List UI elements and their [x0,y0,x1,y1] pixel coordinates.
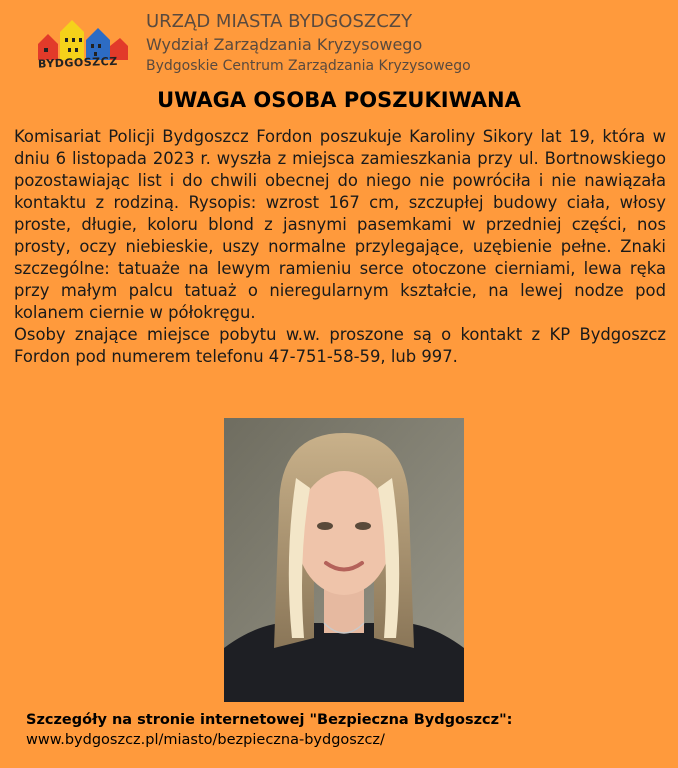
department-name: Wydział Zarządzania Kryzysowego [146,35,423,54]
contact-paragraph: Osoby znające miejsce pobytu w.w. proszone są o kontakt z KP Bydgoszcz Fordon pod numerem telefonu 47-751-58-59, lub 997. [14,325,666,366]
footer [26,710,666,750]
org-block [146,10,471,76]
description-paragraph: Komisariat Policji Bydgoszcz Fordon poszukuje Karoliny Sikory lat 19, która w dniu 6 listopada 2023 r. wyszła z miejsca zamieszkania przy ul. Bortnowskiego pozostawiając list i do chwili obecnej do niego nie powróciła i nie nawiązała kontaktu z rodziną. Rysopis: wzrost 167 cm, szczupłej budowy ciała, włosy proste, długie, koloru blond z jasnymi pasemkami w przedniej części, nos prosty, oczy niebieskie, uszy normalne przylegające, uzębienie pełne. Znaki szczególne: tatuaże na lewym ramieniu serce otoczone cierniami, lewa ręka przy małym palcu tatuaż o nieregularnym kształcie, na lewej nodze pod kolanem ciernie w półokręgu. [14,127,666,322]
center-name: Bydgoskie Centrum Zarządzania Kryzysowego [146,58,471,74]
notice-body [14,126,666,368]
org-name: URZĄD MIASTA BYDGOSZCZY [146,11,413,32]
details-label: Szczegóły na stronie internetowej "Bezpieczna Bydgoszcz": [26,712,513,728]
logo-text: BYDGOSZCZ [37,54,118,71]
header [0,0,678,90]
website-link[interactable]: www.bydgoszcz.pl/miasto/bezpieczna-bydgoszcz/ [26,732,385,748]
page-title: UWAGA OSOBA POSZUKIWANA [157,88,521,112]
missing-person-photo [224,418,464,702]
